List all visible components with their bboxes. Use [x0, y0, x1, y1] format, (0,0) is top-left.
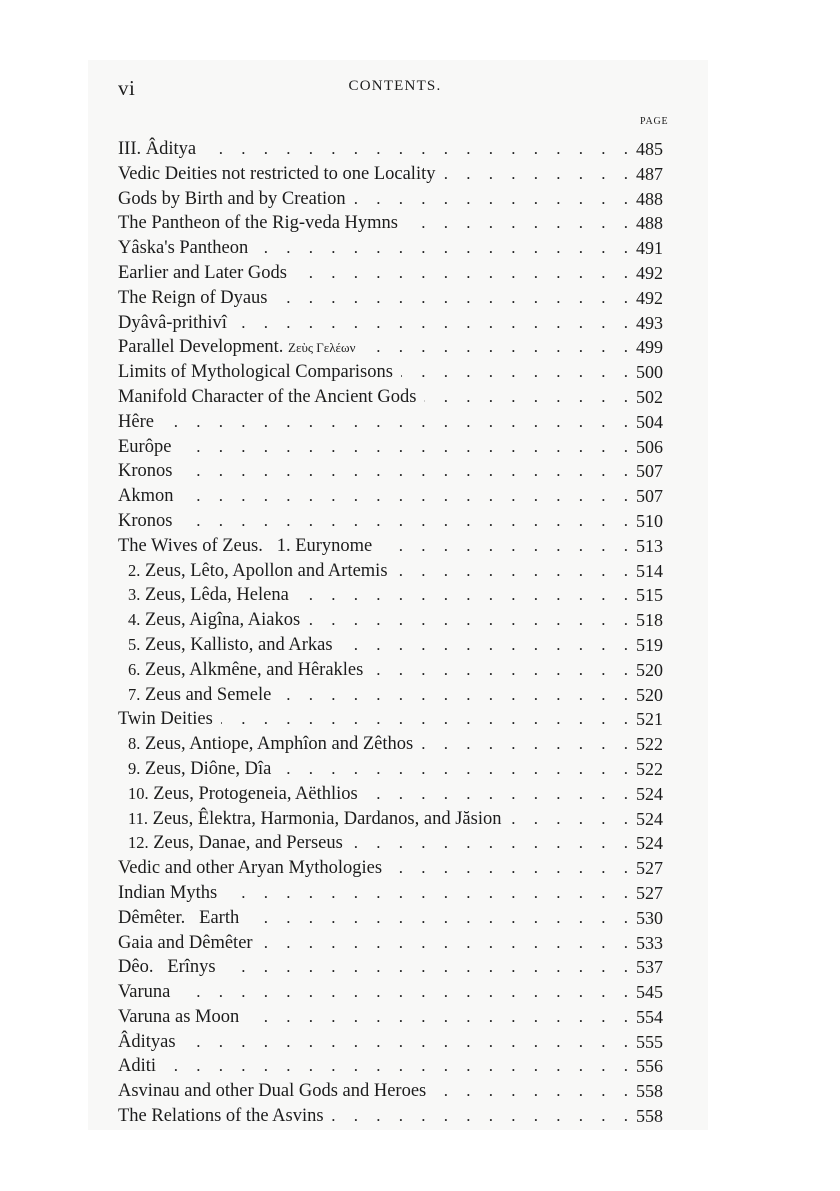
toc-entry	[118, 980, 676, 1005]
toc-entry	[118, 683, 676, 708]
toc-entry-page: 500	[636, 362, 663, 383]
toc-entry-text	[128, 608, 308, 633]
toc-entry-text	[118, 1005, 247, 1030]
toc-entry-page: 530	[636, 907, 663, 928]
toc-entry-text	[128, 732, 421, 757]
toc-entry-number: 12.	[128, 833, 149, 853]
toc-entry-page: 555	[636, 1031, 663, 1052]
toc-entry-page: 522	[636, 758, 663, 779]
toc-entry	[118, 286, 676, 311]
toc-entry-number: 10.	[128, 783, 149, 803]
toc-entry-title: Zeus and Semele	[145, 684, 272, 705]
toc-entry-title: Zeus, Protogeneia, Aëthlios	[153, 783, 358, 804]
toc-entry-page: 488	[636, 213, 663, 234]
toc-entry-title: Zeus, Êlektra, Harmonia, Dardanos, and Jăsion	[152, 808, 502, 829]
toc-entry-title: Kronos	[118, 510, 173, 531]
toc-entry	[118, 534, 676, 559]
toc-entry-text	[118, 509, 180, 534]
toc-entry-page: 527	[636, 882, 663, 903]
page-column-label: PAGE	[640, 116, 669, 127]
running-head: CONTENTS.	[348, 78, 442, 94]
toc-entry-text	[118, 236, 256, 261]
toc-entry-number: 11.	[128, 808, 149, 828]
toc-entry	[118, 559, 676, 584]
toc-entry-page: 533	[636, 932, 663, 953]
toc-entry-text	[128, 683, 279, 708]
toc-entry-page: 518	[636, 610, 663, 631]
toc-entry-page: 507	[636, 486, 663, 507]
toc-entry-title: Indian Myths	[118, 882, 218, 903]
toc-entry-title: Âdityas	[118, 1031, 176, 1052]
toc-entry-title: Kronos	[118, 461, 173, 482]
toc-entry	[118, 261, 676, 286]
toc-entry-title: The Relations of the Asvins	[118, 1106, 324, 1127]
toc-entry	[118, 1104, 676, 1129]
toc-entry-text	[118, 410, 162, 435]
toc-entry-title: Varuna as Moon	[118, 1006, 240, 1027]
toc-entry-number: 8.	[128, 734, 141, 754]
toc-entry-page: 513	[636, 535, 663, 556]
toc-entry-number: 4.	[128, 610, 141, 630]
toc-entry-text	[118, 311, 235, 336]
toc-entry-page: 507	[636, 461, 663, 482]
toc-entry-page: 493	[636, 312, 663, 333]
toc-entry-title: Eurôpe	[118, 436, 172, 457]
toc-entry	[118, 1079, 676, 1104]
toc-entry-number: 7.	[128, 684, 141, 704]
toc-entry-text	[118, 484, 182, 509]
toc-entry-title: Dêmêter. Earth	[118, 907, 240, 928]
toc-entry-text	[118, 286, 276, 311]
toc-entry-page: 520	[636, 659, 663, 680]
toc-entry	[118, 311, 676, 336]
toc-entry-text	[118, 980, 178, 1005]
toc-entry-page: 502	[636, 386, 663, 407]
toc-entry-page: 521	[636, 709, 663, 730]
toc-entry-title: Zeus, Lêda, Helena	[145, 585, 289, 606]
toc-entry	[118, 459, 676, 484]
toc-entry-page: 487	[636, 163, 663, 184]
toc-entry	[118, 583, 676, 608]
toc-entry	[118, 335, 676, 360]
toc-entry-title: Zeus, Antiope, Amphîon and Zêthos	[145, 734, 414, 755]
toc-entry-text	[118, 1054, 164, 1079]
toc-entry-title: Varuna	[118, 982, 171, 1003]
toc-entry	[118, 856, 676, 881]
toc-entry-text	[118, 211, 406, 236]
toc-entry-title: Zeus, Aigîna, Aiakos	[145, 610, 301, 631]
toc-entry	[118, 931, 676, 956]
toc-entry-title: Zeus, Kallisto, and Arkas	[145, 634, 333, 655]
dot-leader	[118, 410, 628, 435]
toc-entry-text	[118, 1104, 332, 1129]
toc-entry	[118, 906, 676, 931]
dot-leader	[118, 459, 628, 484]
toc-entry	[118, 435, 676, 460]
toc-entry-title: Yâska's Pantheon	[118, 238, 249, 259]
toc-entry	[118, 1030, 676, 1055]
toc-entry-text	[118, 881, 225, 906]
toc-entry-title: The Reign of Dyaus	[118, 287, 268, 308]
toc-entry-title: Limits of Mythological Comparisons	[118, 362, 393, 383]
toc-entry-text	[118, 856, 390, 881]
toc-entry	[118, 707, 676, 732]
toc-entry-page: 504	[636, 411, 663, 432]
toc-entry	[118, 807, 676, 832]
toc-entry-title: Zeus, Diône, Dîa	[145, 758, 272, 779]
dot-leader	[118, 435, 628, 460]
toc-entry-text	[118, 955, 224, 980]
dot-leader	[118, 484, 628, 509]
toc-entry-page: 522	[636, 734, 663, 755]
toc-entry	[118, 757, 676, 782]
toc-entry-text	[118, 534, 380, 559]
toc-entry-title: Dyâvâ-prithivî	[118, 312, 227, 333]
toc-entry-title: The Pantheon of the Rig-veda Hymns	[118, 213, 399, 234]
toc-entry-text	[118, 1079, 434, 1104]
toc-entry-page: 510	[636, 510, 663, 531]
toc-entry-title: Dêo. Erînys	[118, 957, 216, 978]
toc-entry-title: Twin Deities	[118, 709, 213, 730]
toc-entry	[118, 410, 676, 435]
toc-entry-page: 545	[636, 982, 663, 1003]
toc-entry-title: Zeus, Lêto, Apollon and Artemis	[145, 560, 388, 581]
toc-entry-text	[128, 658, 371, 683]
table-of-contents	[118, 137, 676, 1129]
toc-entry	[118, 211, 676, 236]
toc-entry-number: 3.	[128, 585, 141, 605]
toc-entry-title: Asvinau and other Dual Gods and Heroes	[118, 1081, 427, 1102]
toc-entry-page: 491	[636, 238, 663, 259]
toc-entry-page: 520	[636, 684, 663, 705]
toc-entry	[118, 385, 676, 410]
toc-entry-page: 556	[636, 1056, 663, 1077]
page-folio: vi	[118, 76, 136, 100]
toc-entry-title: Manifold Character of the Ancient Gods	[118, 386, 417, 407]
toc-entry-page: 488	[636, 188, 663, 209]
toc-entry-number: 5.	[128, 634, 141, 654]
toc-entry-text	[128, 782, 366, 807]
toc-entry-text	[128, 583, 297, 608]
toc-entry-title: III. Âditya	[118, 139, 197, 159]
toc-entry-title: Aditi	[118, 1056, 157, 1077]
dot-leader	[118, 1054, 628, 1079]
toc-entry-title: Parallel Development.	[118, 337, 284, 358]
toc-entry-page: 524	[636, 783, 663, 804]
toc-entry	[118, 360, 676, 385]
toc-entry	[118, 1005, 676, 1030]
toc-entry-text	[128, 757, 279, 782]
toc-entry-page: 492	[636, 287, 663, 308]
toc-entry-title: Hêre	[118, 411, 154, 432]
dot-leader	[118, 509, 628, 534]
toc-entry-number: 9.	[128, 758, 141, 778]
toc-entry-text	[128, 831, 351, 856]
toc-entry-text	[118, 1030, 184, 1055]
toc-entry-page: 499	[636, 337, 663, 358]
toc-entry-page: 558	[636, 1106, 663, 1127]
dot-leader	[118, 1030, 628, 1055]
toc-entry-text	[128, 633, 341, 658]
toc-entry	[118, 732, 676, 757]
toc-entry-title: Gaia and Dêmêter	[118, 932, 253, 953]
toc-entry-text	[118, 187, 354, 212]
toc-entry-title: Earlier and Later Gods	[118, 262, 287, 283]
toc-entry-page: 527	[636, 858, 663, 879]
toc-entry-text	[118, 162, 443, 187]
toc-entry-text	[118, 385, 424, 410]
toc-entry-title: Zeus, Alkmêne, and Hêrakles	[145, 659, 364, 680]
toc-entry	[118, 782, 676, 807]
toc-entry	[118, 137, 676, 162]
toc-entry	[118, 633, 676, 658]
toc-entry-text	[118, 931, 261, 956]
toc-entry	[118, 1054, 676, 1079]
toc-entry-text	[118, 360, 401, 385]
toc-entry-page: 519	[636, 634, 663, 655]
toc-entry-text	[118, 137, 204, 162]
toc-entry-page: 515	[636, 585, 663, 606]
toc-entry-page: 492	[636, 262, 663, 283]
toc-entry-number: 2.	[128, 560, 141, 580]
toc-entry-page: 524	[636, 833, 663, 854]
toc-entry-text	[118, 906, 247, 931]
toc-entry-page: 485	[636, 139, 663, 159]
toc-entry-title: Gods by Birth and by Creation	[118, 188, 346, 209]
toc-entry-text	[128, 559, 396, 584]
toc-entry-text	[128, 807, 509, 832]
toc-entry	[118, 162, 676, 187]
toc-entry-page: 506	[636, 436, 663, 457]
toc-entry-page: 558	[636, 1081, 663, 1102]
toc-entry-title: Zeus, Danae, and Perseus	[153, 833, 343, 854]
toc-entry	[118, 658, 676, 683]
toc-entry	[118, 509, 676, 534]
toc-entry-title: Vedic Deities not restricted to one Locality	[118, 163, 436, 184]
toc-entry-page: 537	[636, 957, 663, 978]
toc-entry-text	[118, 335, 363, 361]
toc-entry	[118, 831, 676, 856]
toc-entry-text	[118, 435, 179, 460]
toc-entry-text	[118, 459, 180, 484]
dot-leader	[118, 980, 628, 1005]
toc-entry-title: Vedic and other Aryan Mythologies	[118, 858, 383, 879]
toc-entry-page: 514	[636, 560, 663, 581]
toc-entry	[118, 881, 676, 906]
toc-entry-text	[118, 261, 295, 286]
toc-entry	[118, 236, 676, 261]
toc-entry-title: Akmon	[118, 486, 174, 507]
toc-entry	[118, 955, 676, 980]
toc-entry-title: The Wives of Zeus. 1. Eurynome	[118, 535, 373, 556]
toc-entry-text	[118, 707, 221, 732]
toc-entry	[118, 187, 676, 212]
toc-entry-page: 554	[636, 1006, 663, 1027]
toc-entry-page: 524	[636, 808, 663, 829]
toc-entry-number: 6.	[128, 659, 141, 679]
toc-entry	[118, 608, 676, 633]
toc-entry-greek: Ζεὺς Γελέων	[288, 340, 356, 356]
toc-entry	[118, 484, 676, 509]
